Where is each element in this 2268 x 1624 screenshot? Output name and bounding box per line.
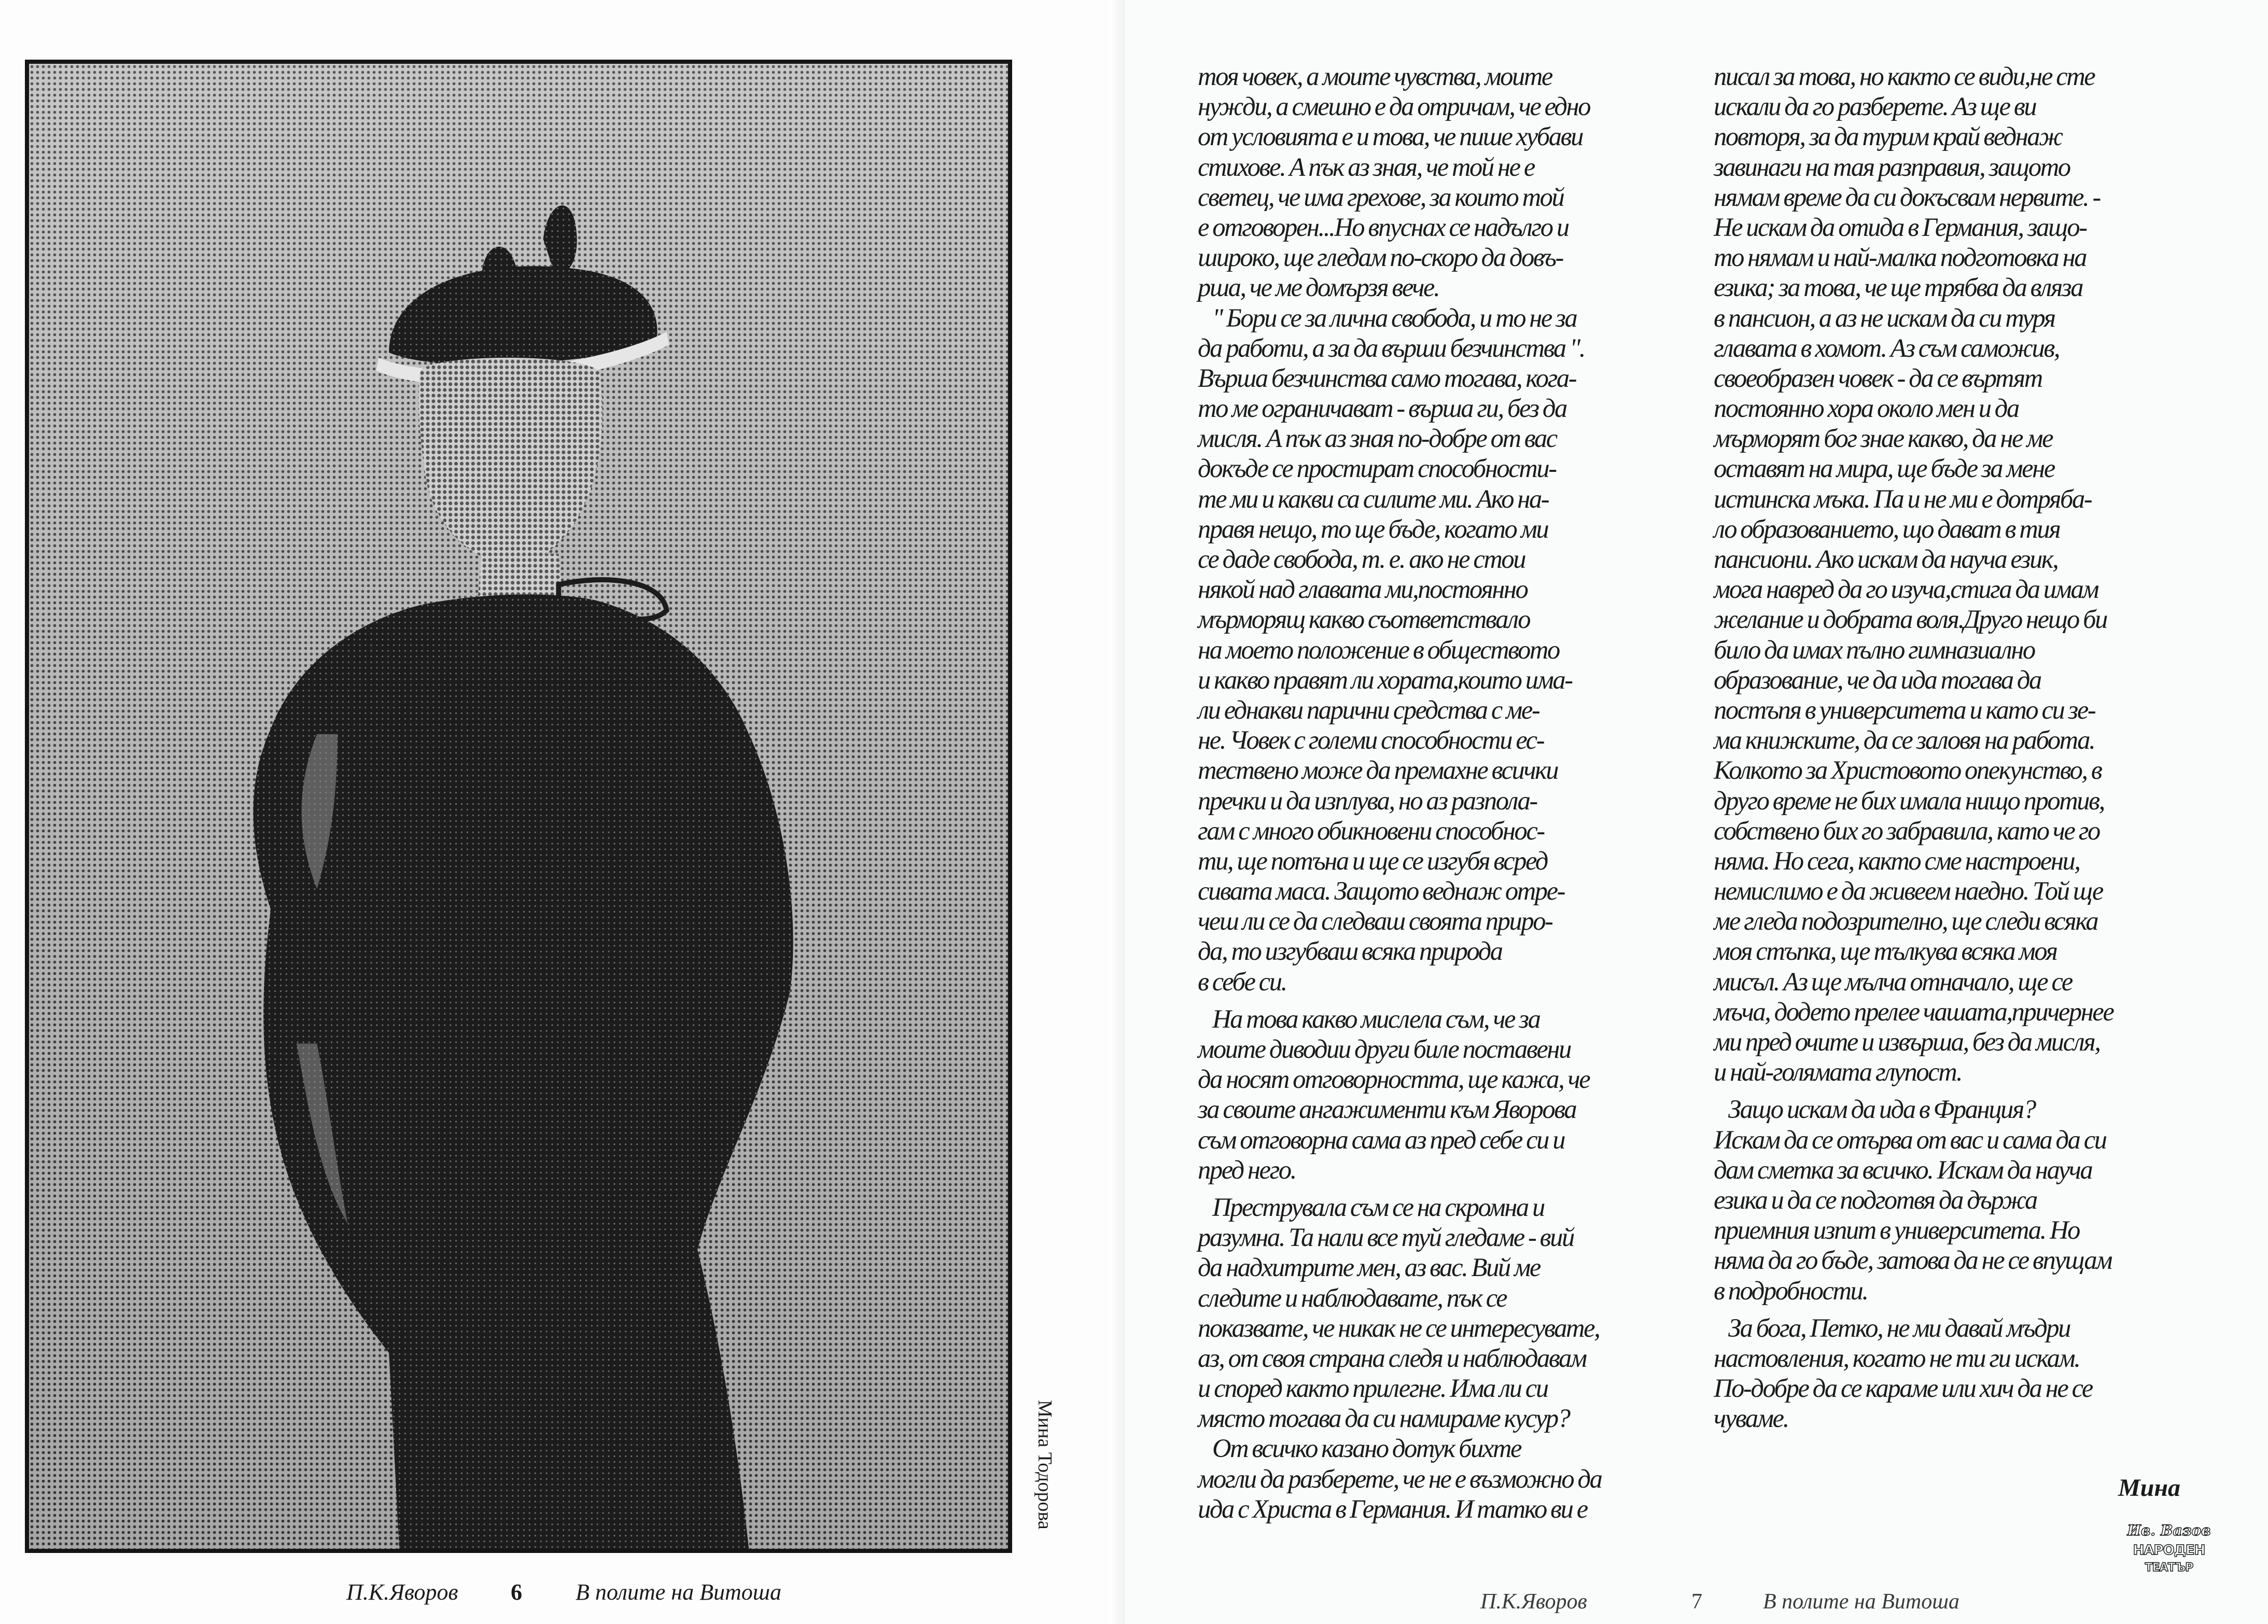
text-line: от условията е и това, че пише хубави bbox=[1198, 122, 1583, 151]
text-line: ти, ще потъна и ще се изгубя всред bbox=[1198, 846, 1547, 875]
text-line: показвате, че никак не се интересувате, bbox=[1198, 1313, 1600, 1342]
logo-word-2: ТЕАТЪР bbox=[2145, 1561, 2193, 1574]
text-line: разумна. Та нали все туй гледаме - вий bbox=[1198, 1223, 1574, 1252]
text-line: Защо искам да ида в Франция? bbox=[1728, 1095, 2035, 1124]
text-line: могли да разберете, че не е възможно да bbox=[1198, 1464, 1602, 1493]
text-line: завинаги на тая разправия, защото bbox=[1714, 152, 2070, 181]
text-line: постоянно хора около мен и да bbox=[1714, 394, 2019, 423]
text-line: мъча, додето прелее чашата,причернее bbox=[1714, 997, 2113, 1026]
text-line: По-добре да се караме или хич да не се bbox=[1714, 1374, 2092, 1403]
text-line: и най-голямата глупост. bbox=[1714, 1057, 1962, 1087]
text-line: в подробности. bbox=[1714, 1276, 1868, 1305]
text-line: образование, че да ида тогава да bbox=[1714, 665, 2041, 694]
text-line: главата в хомот. Аз съм саможив, bbox=[1714, 333, 2060, 362]
text-line: повторя, за да турим край веднаж bbox=[1714, 122, 2062, 151]
text-line: светец, че има грехове, за които той bbox=[1198, 182, 1564, 212]
text-line: се даде свобода, т. е. ако не стои bbox=[1198, 544, 1525, 573]
text-line: езика; за това, че ще трябва да вляза bbox=[1714, 273, 2083, 302]
page-number-right-value: 7 bbox=[1691, 1590, 1702, 1614]
text-line: да носят отговорността, ще кажа, че bbox=[1198, 1065, 1590, 1094]
text-line: истинска мъка. Па и не ми е дотряба- bbox=[1714, 484, 2092, 513]
page-number-right bbox=[1691, 1589, 1702, 1614]
text-line: моите диводии други биле поставени bbox=[1198, 1034, 1571, 1063]
footer-author: П.К.Яворов bbox=[346, 1579, 458, 1605]
portrait-silhouette bbox=[29, 64, 1008, 1549]
text-line: няма. Но сега, както сме настроени, bbox=[1714, 846, 2080, 875]
text-line: мисъл. Аз ще мълча отначало, ще се bbox=[1714, 967, 2072, 996]
text-line: не. Човек с големи способности ес- bbox=[1198, 725, 1544, 755]
text-line: то нямам и най-малка подготовка на bbox=[1714, 243, 2087, 272]
text-line: да работи, а за да върши безчинства ". bbox=[1198, 333, 1585, 362]
text-line: постъпя в университета и като си зе- bbox=[1714, 695, 2095, 724]
text-line: тоя човек, а моите чувства, моите bbox=[1198, 62, 1552, 91]
footer-title-right: В полите на Витоша bbox=[1763, 1590, 1959, 1614]
text-line: е отговорен...Но впуснах се надълго и bbox=[1198, 212, 1569, 242]
text-line: За бога, Петко, не ми давай мъдри bbox=[1728, 1313, 2070, 1342]
text-line: следите и наблюдавате, пък се bbox=[1198, 1283, 1507, 1312]
text-line: нужди, а смешно е да отричам, че едно bbox=[1198, 92, 1590, 121]
national-theatre-logo bbox=[2127, 1522, 2211, 1615]
text-line: докъде се простират способности- bbox=[1198, 454, 1556, 483]
text-line: моя стъпка, ще тълкува всяка моя bbox=[1714, 936, 2057, 966]
text-column-1 bbox=[1198, 61, 1696, 1524]
text-line: своеобразен човек - да се въртят bbox=[1714, 363, 2042, 393]
text-line: Преструвала съм се на скромна и bbox=[1212, 1192, 1544, 1222]
left-page bbox=[0, 0, 1125, 1624]
text-line: да надхитрите мен, аз вас. Вий ме bbox=[1198, 1253, 1540, 1282]
text-line: в себе си. bbox=[1198, 967, 1286, 996]
text-column-2 bbox=[1714, 61, 2211, 1433]
text-line: искали да го разберете. Аз ще ви bbox=[1714, 92, 2036, 121]
text-line: От всичко казано дотук бихте bbox=[1212, 1434, 1521, 1463]
text-line: Не искам да отида в Германия, защо- bbox=[1714, 212, 2087, 242]
text-line: ло образованието, що дават в тия bbox=[1714, 514, 2060, 543]
text-line: някой над главата ми,постоянно bbox=[1198, 575, 1528, 604]
text-line: гам с много обикновени способнос- bbox=[1198, 816, 1544, 845]
text-line: тествено може да премахне всички bbox=[1198, 755, 1558, 785]
text-line: място тогава да си намираме кусур? bbox=[1198, 1404, 1570, 1433]
footer-author-right: П.К.Яворов bbox=[1480, 1590, 1587, 1614]
text-line: езика и да се подготвя да държа bbox=[1714, 1185, 2037, 1214]
text-line: Искам да се отърва от вас и сама да си bbox=[1714, 1125, 2106, 1154]
text-line: писал за това, но както се види,не сте bbox=[1714, 62, 2095, 91]
text-line: на моето положение в обществото bbox=[1198, 635, 1559, 664]
text-line: ме гледа подозрително, ще следи всяка bbox=[1714, 906, 2098, 936]
text-line: немислимо е да живеем наедно. Той ще bbox=[1714, 876, 2103, 906]
text-line: собствено бих го забравила, като че го bbox=[1714, 816, 2099, 845]
text-line: пречки и да изплува, но аз разпола- bbox=[1198, 786, 1537, 815]
text-line: чуваме. bbox=[1714, 1404, 1788, 1433]
text-line: било да имах пълно гимназиално bbox=[1714, 635, 2035, 664]
text-line: Върша безчинства само тогава, кога- bbox=[1198, 363, 1576, 393]
text-line: и според както прилегне. Има ли си bbox=[1198, 1374, 1548, 1403]
text-line: мърморящ какво съответствало bbox=[1198, 605, 1530, 634]
text-line: и какво правят ли хората,които има- bbox=[1198, 665, 1572, 694]
footer-title: В полите на Витоша bbox=[576, 1579, 781, 1605]
text-line: правя нещо, то ще бъде, когато ми bbox=[1198, 514, 1548, 543]
text-line: те ми и какви са силите ми. Ако на- bbox=[1198, 484, 1549, 513]
portrait-photo bbox=[25, 60, 1012, 1553]
text-line: приемния изпит в университета. Но bbox=[1714, 1215, 2079, 1245]
text-line: за своите ангажименти към Яворова bbox=[1198, 1095, 1576, 1124]
text-line: пансиони. Ако искам да науча език, bbox=[1714, 544, 2058, 573]
text-line: нямам време да си докъсвам нервите. - bbox=[1714, 182, 2100, 212]
text-line: мърморят бог знае какво, да не ме bbox=[1714, 424, 2053, 453]
photo-caption: Мина Тодорова bbox=[1034, 1400, 1056, 1530]
text-line: настовления, когато не ти ги искам. bbox=[1714, 1343, 2080, 1373]
page-number-value: 6 bbox=[511, 1579, 522, 1605]
text-line: рша, че ме домързя вече. bbox=[1198, 273, 1439, 302]
text-line: широко, ще гледам по-скоро да довъ- bbox=[1198, 243, 1563, 272]
text-line: сивата маса. Защото веднаж отре- bbox=[1198, 876, 1565, 906]
signature: Мина bbox=[2118, 1474, 2181, 1502]
logo-script: Ив. Вазов bbox=[2127, 1522, 2211, 1539]
logo-word-1: НАРОДЕН bbox=[2133, 1543, 2205, 1558]
text-line: няма да го бъде, затова да не се впущам bbox=[1714, 1245, 2112, 1275]
text-line: ида с Христа в Германия. И татко ви е bbox=[1198, 1494, 1587, 1523]
text-line: ли еднакви парични средства с ме- bbox=[1198, 695, 1539, 724]
text-line: аз, от своя страна следя и наблюдавам bbox=[1198, 1343, 1586, 1373]
text-line: мисля. А пък аз зная по-добре от вас bbox=[1198, 424, 1557, 453]
text-line: пред него. bbox=[1198, 1155, 1296, 1184]
text-line: Колкото за Христовото опекунство, в bbox=[1714, 755, 2102, 785]
text-line: ми пред очите и извърша, без да мисля, bbox=[1714, 1027, 2100, 1056]
text-line: стихове. А пък аз зная, че той не е bbox=[1198, 152, 1534, 181]
text-line: оставят на мира, ще бъде за мене bbox=[1714, 454, 2054, 483]
text-line: дам сметка за всичко. Искам да науча bbox=[1714, 1155, 2092, 1184]
text-line: " Бори се за лична свобода, и то не за bbox=[1212, 303, 1577, 332]
page-number bbox=[511, 1579, 522, 1605]
text-line: ма книжките, да се заловя на работа. bbox=[1714, 725, 2095, 755]
text-line: чеш ли се да следваш своята приро- bbox=[1198, 906, 1552, 936]
text-line: друго време не бих имала нищо против, bbox=[1714, 786, 2104, 815]
text-line: то ме ограничават - върша ги, без да bbox=[1198, 394, 1566, 423]
text-line: да, то изгубваш всяка природа bbox=[1198, 936, 1502, 966]
text-line: На това какво мислела съм, че за bbox=[1212, 1004, 1540, 1033]
text-line: желание и добрата воля.Друго нещо би bbox=[1714, 605, 2107, 634]
text-line: съм отговорна сама аз пред себе си и bbox=[1198, 1125, 1565, 1154]
text-line: в пансион, а аз не искам да си туря bbox=[1714, 303, 2055, 332]
text-line: мога навред да го изуча,стига да имам bbox=[1714, 575, 2098, 604]
